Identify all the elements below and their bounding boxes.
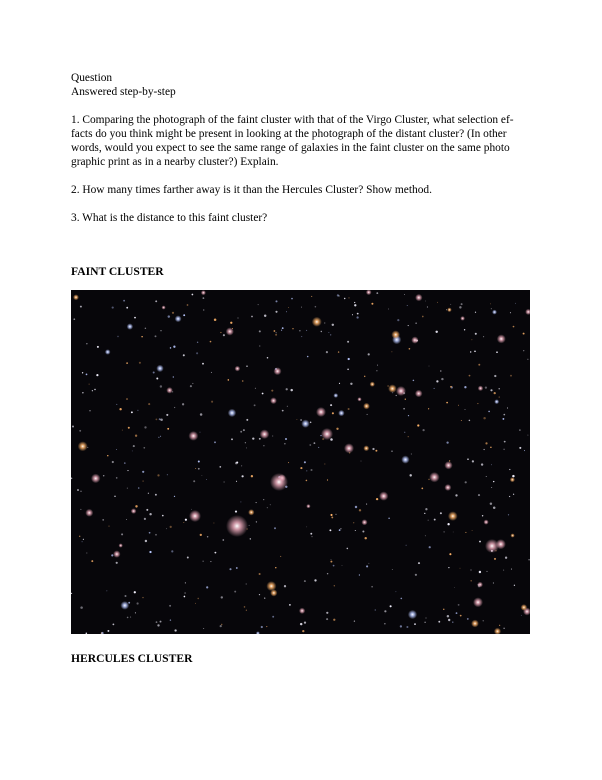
faint-cluster-photo <box>71 290 530 634</box>
question-label: Question <box>71 72 113 84</box>
question-2: 2. How many times farther away is it than the Hercules Cluster? Show method. <box>71 184 432 196</box>
question-1-line: graphic print as in a nearby cluster?) Explain. <box>71 156 279 168</box>
starfield-image <box>71 290 530 634</box>
question-1-line: words, would you expect to see the same range of galaxies in the faint cluster on the same photo <box>71 142 510 154</box>
faint-cluster-heading: FAINT CLUSTER <box>71 265 164 278</box>
hercules-cluster-heading: HERCULES CLUSTER <box>71 652 193 665</box>
question-1-line: 1. Comparing the photograph of the faint cluster with that of the Virgo Cluster, what selection ef- <box>71 114 514 126</box>
question-1-line: facts do you think might be present in looking at the photograph of the distant cluster? (In other <box>71 128 507 140</box>
question-3: 3. What is the distance to this faint cluster? <box>71 212 268 224</box>
answer-status: Answered step-by-step <box>71 86 176 98</box>
